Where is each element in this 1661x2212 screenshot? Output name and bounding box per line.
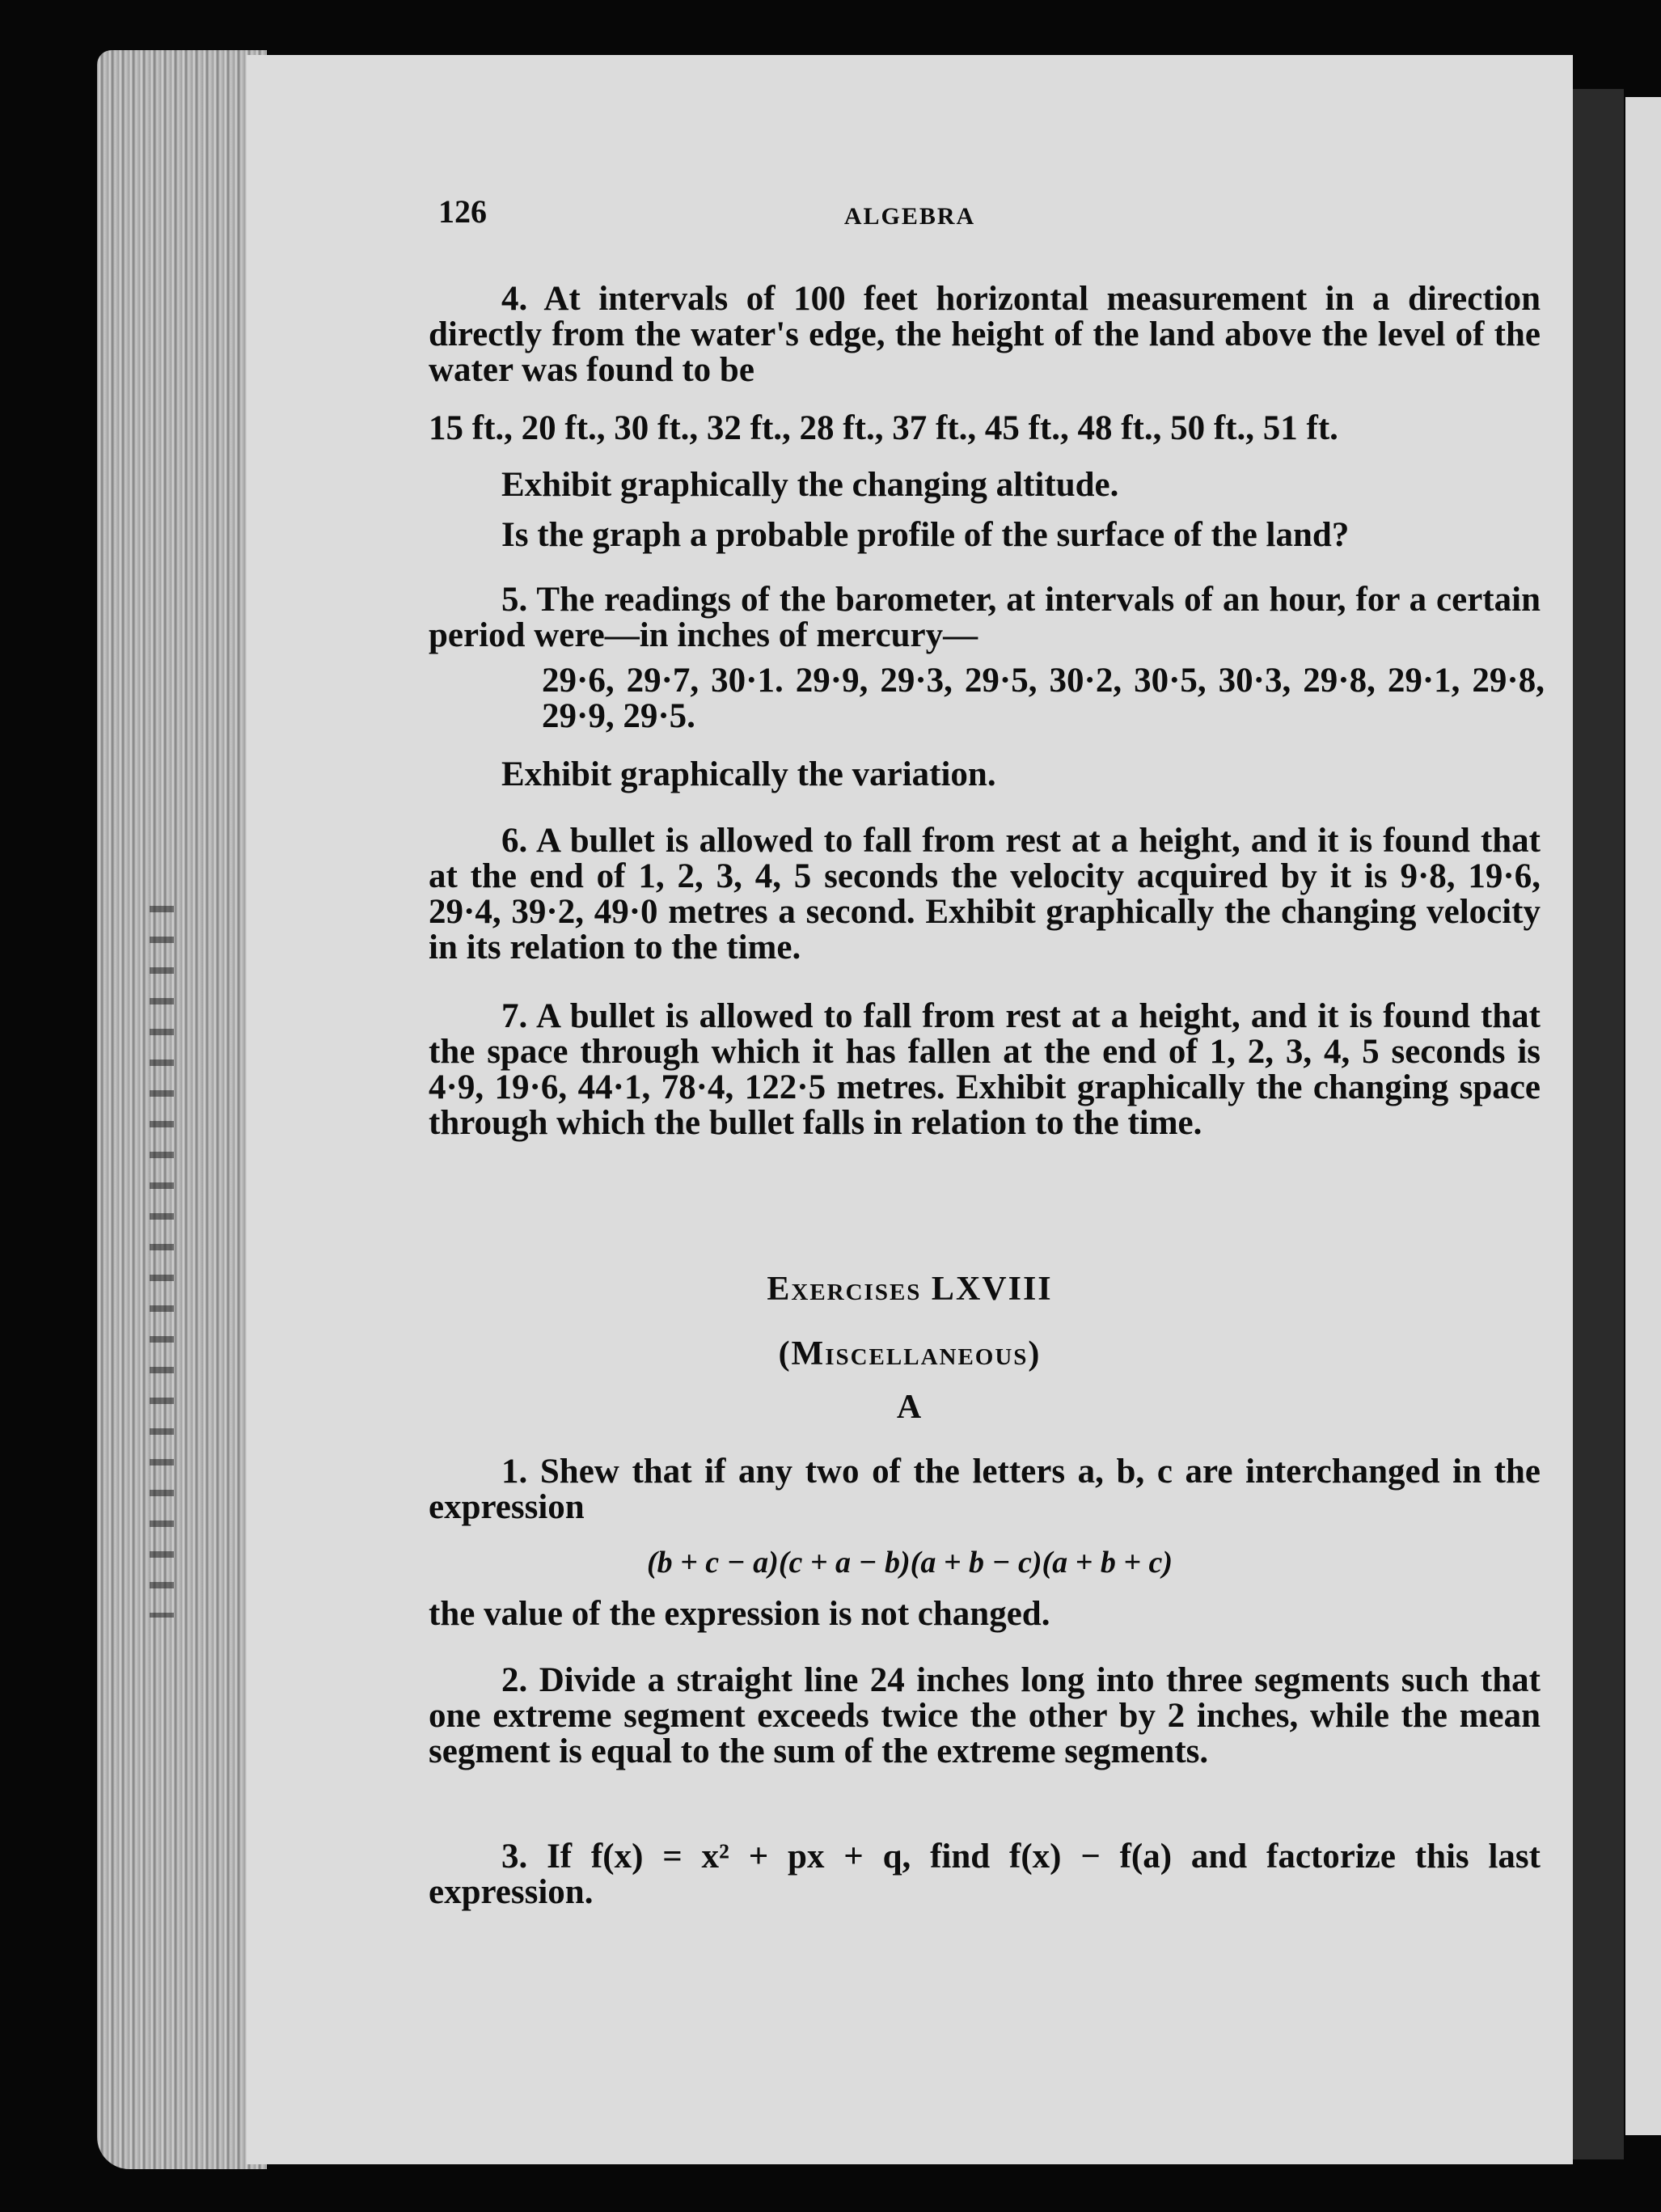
- running-head: ALGEBRA: [843, 203, 976, 230]
- problem-6: 6. A bullet is allowed to fall from rest at a height, and it is found that at the end of 1, 2, 3, 4, 5 seconds the velocity acquired by it is 9·8, 19·6, 29·4, 39·2, 49·0 metres a second. Exhibit graphically the changing velocity in its relation to the time.: [429, 822, 1541, 966]
- problem-7: 7. A bullet is allowed to fall from rest at a height, and it is found that the space through which it has fallen at the end of 1, 2, 3, 4, 5 seconds is 4·9, 19·6, 44·1, 78·4, 122·5 metres. Exhibit graphically the changing space through which the bullet falls in relation to the time.: [429, 997, 1541, 1142]
- section-subtitle: (Miscellaneous): [778, 1335, 1042, 1372]
- question-2: 2. Divide a straight line 24 inches long into three segments such that one extreme segment exceeds twice the other by 2 inches, while the mean segment is equal to the sum of the extreme segments.: [429, 1661, 1541, 1770]
- problem-5-intro: 5. The readings of the barometer, at intervals of an hour, for a certain period were—in inches of mercury—: [429, 581, 1541, 654]
- problem-5-task: Exhibit graphically the variation.: [501, 755, 996, 793]
- problem-4-task-1: Exhibit graphically the changing altitude.: [501, 466, 1119, 504]
- page-gutter-shadow: [1567, 89, 1624, 2159]
- question-1-intro: 1. Shew that if any two of the letters a, b, c are interchanged in the expression: [429, 1453, 1541, 1526]
- question-1-formula: (b + c − a)(c + a − b)(a + b − c)(a + b + c): [646, 1546, 1173, 1580]
- binding-marks: [150, 906, 174, 1618]
- book-page: [247, 55, 1573, 2164]
- question-1-end: the value of the expression is not changed.: [429, 1595, 1050, 1633]
- problem-4-task-2: Is the graph a probable profile of the surface of the land?: [501, 516, 1350, 554]
- section-part: A: [896, 1389, 923, 1426]
- problem-4-values: 15 ft., 20 ft., 30 ft., 32 ft., 28 ft., 37 ft., 45 ft., 48 ft., 50 ft., 51 ft.: [429, 409, 1338, 447]
- problem-4-intro: 4. At intervals of 100 feet horizontal measurement in a direction directly from the water's edge, the height of the land above the level of the water was found to be: [429, 280, 1541, 389]
- page-number: 126: [438, 193, 487, 230]
- adjacent-page-edge: [1625, 97, 1661, 2135]
- section-title: Exercises LXVIII: [767, 1271, 1053, 1308]
- problem-5-values: 29·6, 29·7, 30·1. 29·9, 29·3, 29·5, 30·2, 30·5, 30·3, 29·8, 29·1, 29·8, 29·9, 29·5.: [542, 662, 1545, 735]
- book-spine: [97, 50, 267, 2169]
- question-3: 3. If f(x) = x² + px + q, find f(x) − f(a) and factorize this last expression.: [429, 1838, 1541, 1911]
